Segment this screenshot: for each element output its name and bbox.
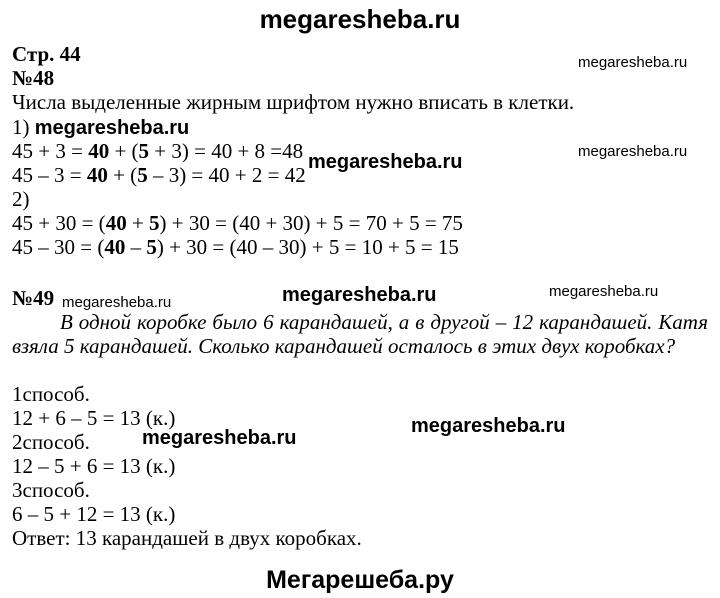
task48-number: №48 — [12, 66, 55, 90]
watermark-small: megaresheba.ru — [578, 143, 688, 160]
bold-number: 5 — [149, 211, 160, 235]
method-equation: 12 + 6 – 5 = 13 (к.) — [12, 406, 176, 430]
bold-number: 40 — [104, 235, 126, 259]
equation-line: 45 – 30 = (40 – 5) + 30 = (40 – 30) + 5 = 10 + 5 = 15 — [12, 235, 459, 259]
task49-problem: В одной коробке было 6 карандашей, а в другой – 12 карандашей. Катя взяла 5 карандашей. Сколько карандашей осталось в этих двух коробках? — [12, 310, 708, 358]
watermark-mid: megaresheba.ru — [282, 284, 437, 306]
task48-part1-label: 1) — [12, 115, 30, 139]
page-heading: Стр. 44 — [12, 42, 81, 66]
watermark-mid: megaresheba.ru — [308, 151, 463, 173]
bold-number: 40 — [88, 139, 110, 163]
watermark-small: megaresheba.ru — [62, 294, 172, 311]
watermark-inline: megaresheba.ru — [34, 117, 190, 139]
bold-number: 40 — [86, 163, 108, 187]
bold-number: 5 — [137, 163, 148, 187]
task49-number: №49 — [12, 286, 55, 310]
method-label: 1способ. — [12, 382, 90, 406]
watermark-small: megaresheba.ru — [549, 283, 659, 300]
method-label: 3способ. — [12, 478, 90, 502]
bold-number: 5 — [138, 139, 150, 163]
watermark-small: megaresheba.ru — [578, 54, 688, 71]
watermark-top: megaresheba.ru — [259, 4, 461, 34]
task48-part2-label: 2) — [12, 187, 30, 211]
equation-line: 45 – 3 = 40 + (5 – 3) = 40 + 2 = 42 — [12, 163, 306, 187]
watermark-bottom: Мегарешеба.ру — [266, 566, 454, 594]
task48-instruction: Числа выделенные жирным шрифтом нужно вписать в клетки. — [12, 90, 575, 114]
method-equation: 6 – 5 + 12 = 13 (к.) — [12, 502, 176, 526]
equation-line: 45 + 3 = 40 + (5 + 3) = 40 + 8 =48 — [12, 139, 304, 163]
watermark-mid: megaresheba.ru — [411, 415, 566, 437]
task48-part1-row — [12, 115, 189, 140]
bold-number: 40 — [105, 211, 127, 235]
bold-number: 5 — [146, 235, 157, 259]
method-equation: 12 – 5 + 6 = 13 (к.) — [12, 454, 176, 478]
watermark-mid: megaresheba.ru — [142, 427, 297, 449]
method-label: 2способ. — [12, 430, 90, 454]
equation-line: 45 + 30 = (40 + 5) + 30 = (40 + 30) + 5 = 70 + 5 = 75 — [12, 211, 463, 235]
answer-text: Ответ: 13 карандашей в двух коробках. — [12, 526, 362, 550]
